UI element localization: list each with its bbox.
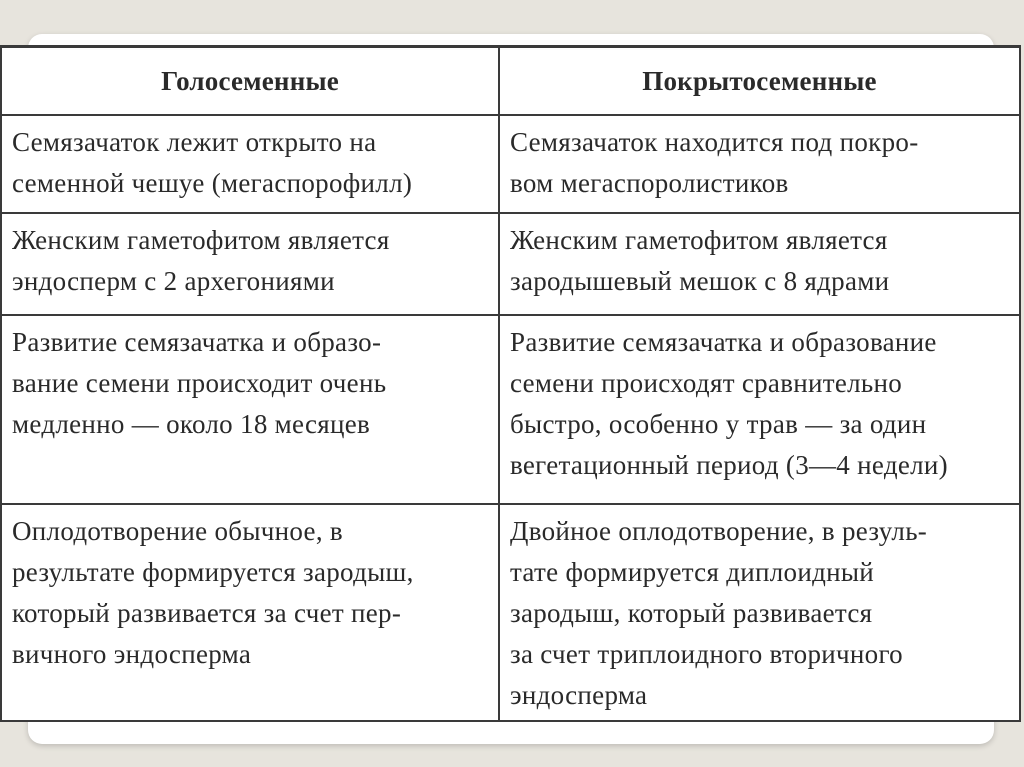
- angiosperms-cell: Развитие семязачатка и образование семени происходят сравнительно быстро, особенно у трав — за один вегетационный период (3—4 недели): [499, 315, 1020, 504]
- header-angiosperms: Покрытосеменные: [499, 47, 1020, 116]
- angiosperms-cell: Женским гаметофитом является зародышевый мешок с 8 ядрами: [499, 213, 1020, 315]
- gymnosperms-cell: Семязачаток лежит открыто на семенной чешуе (мегаспорофилл): [1, 115, 499, 213]
- header-gymnosperms: Голосеменные: [1, 47, 499, 116]
- gymnosperms-cell: Женским гаметофитом является эндосперм с 2 архегониями: [1, 213, 499, 315]
- table-header-row: [1, 47, 1020, 116]
- table-row: [1, 213, 1020, 315]
- table-row: [1, 115, 1020, 213]
- angiosperms-cell: Двойное оплодотворение, в резуль- тате формируется диплоидный зародыш, который развивается за счет триплоидного вторичного эндосперма: [499, 504, 1020, 721]
- comparison-table: [0, 45, 1021, 722]
- table-row: [1, 504, 1020, 721]
- gymnosperms-cell: Оплодотворение обычное, в результате формируется зародыш, который развивается за счет пер- вичного эндосперма: [1, 504, 499, 721]
- angiosperms-cell: Семязачаток находится под покро- вом мегаспоролистиков: [499, 115, 1020, 213]
- table-row: [1, 315, 1020, 504]
- gymnosperms-cell: Развитие семязачатка и образо- вание семени происходит очень медленно — около 18 месяцев: [1, 315, 499, 504]
